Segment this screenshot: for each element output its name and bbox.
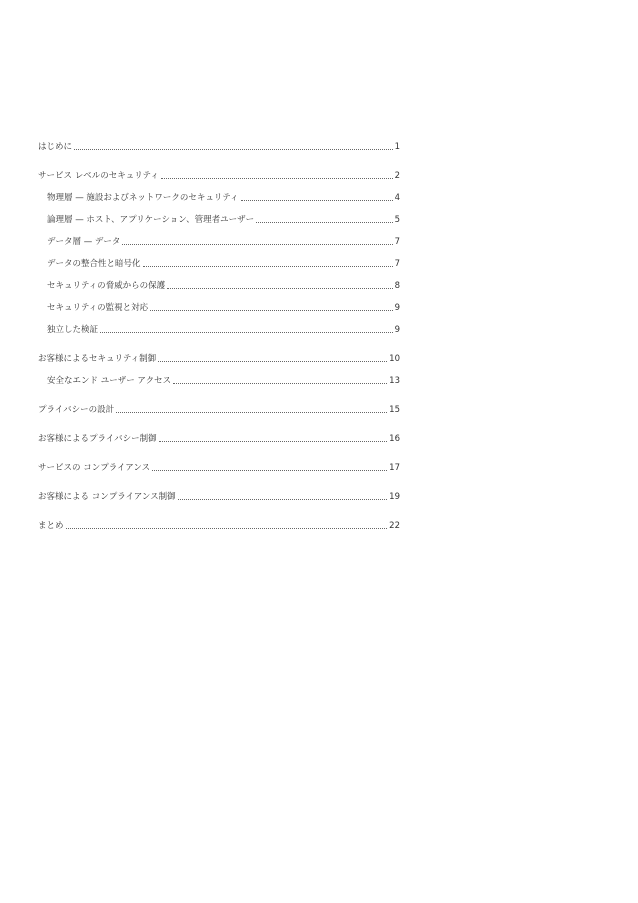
toc-entry-title: サービスの コンプライアンス — [38, 463, 151, 473]
toc-entry-title: データ層 — データ — [47, 237, 121, 247]
toc-entry[interactable] — [38, 455, 400, 477]
toc-entry-page-number: 13 — [389, 376, 400, 386]
toc-dot-leader — [122, 244, 392, 245]
toc-entry-title: プライバシーの設計 — [38, 405, 115, 415]
toc-entry-page-number: 2 — [394, 171, 400, 181]
toc-entry-page-number: 16 — [389, 434, 400, 444]
toc-entry-page-number: 7 — [394, 259, 400, 269]
toc-entry-page-number: 1 — [394, 142, 400, 152]
toc-entry[interactable] — [38, 163, 400, 185]
toc-entry-page-number: 17 — [389, 463, 400, 473]
toc-entry-page-number: 7 — [394, 237, 400, 247]
toc-entry-title: はじめに — [38, 142, 73, 152]
toc-entry[interactable] — [38, 426, 400, 448]
toc-entry-title: セキュリティの脅威からの保護 — [47, 281, 166, 291]
toc-subentry[interactable] — [38, 229, 400, 251]
toc-dot-leader — [66, 528, 388, 529]
toc-entry-title: セキュリティの監視と対応 — [47, 303, 149, 313]
toc-entry-title: データの整合性と暗号化 — [47, 259, 141, 269]
toc-entry[interactable] — [38, 513, 400, 535]
toc-subentry[interactable] — [38, 273, 400, 295]
toc-entry-page-number: 22 — [389, 521, 400, 531]
toc-dot-leader — [74, 149, 393, 150]
toc-entry-title: 安全なエンド ユーザー アクセス — [47, 376, 172, 386]
toc-dot-leader — [173, 383, 387, 384]
toc-subentry[interactable] — [38, 185, 400, 207]
toc-subentry[interactable] — [38, 251, 400, 273]
toc-entry[interactable] — [38, 346, 400, 368]
toc-dot-leader — [167, 288, 392, 289]
toc-entry-title: 論理層 — ホスト、アプリケーション、管理者ユーザー — [47, 215, 255, 225]
toc-dot-leader — [241, 200, 393, 201]
toc-entry-page-number: 19 — [389, 492, 400, 502]
toc-dot-leader — [143, 266, 393, 267]
toc-entry-page-number: 10 — [389, 354, 400, 364]
toc-entry-title: お客様によるプライバシー制御 — [38, 434, 157, 444]
toc-subentry[interactable] — [38, 317, 400, 339]
toc-entry-page-number: 15 — [389, 405, 400, 415]
toc-dot-leader — [256, 222, 392, 223]
toc-dot-leader — [116, 412, 387, 413]
toc-subentry[interactable] — [38, 295, 400, 317]
toc-entry-page-number: 5 — [394, 215, 400, 225]
toc-dot-leader — [152, 470, 387, 471]
toc-entry-title: 物理層 — 施設およびネットワークのセキュリティ — [47, 193, 239, 203]
toc-dot-leader — [178, 499, 388, 500]
toc-subentry[interactable] — [38, 207, 400, 229]
table-of-contents — [38, 134, 400, 535]
toc-dot-leader — [161, 178, 393, 179]
toc-dot-leader — [150, 310, 392, 311]
toc-entry-page-number: 8 — [394, 281, 400, 291]
toc-entry[interactable] — [38, 134, 400, 156]
toc-entry[interactable] — [38, 484, 400, 506]
toc-dot-leader — [159, 441, 388, 442]
toc-entry-page-number: 9 — [394, 303, 400, 313]
toc-entry-title: 独立した検証 — [47, 325, 99, 335]
toc-dot-leader — [158, 361, 387, 362]
toc-entry-page-number: 4 — [394, 193, 400, 203]
toc-entry[interactable] — [38, 397, 400, 419]
toc-entry-title: お客様によるセキュリティ制御 — [38, 354, 157, 364]
toc-subentry[interactable] — [38, 368, 400, 390]
toc-entry-title: サービス レベルのセキュリティ — [38, 171, 159, 181]
toc-entry-title: お客様による コンプライアンス制御 — [38, 492, 176, 502]
toc-dot-leader — [100, 332, 393, 333]
toc-entry-page-number: 9 — [394, 325, 400, 335]
toc-entry-title: まとめ — [38, 521, 64, 531]
